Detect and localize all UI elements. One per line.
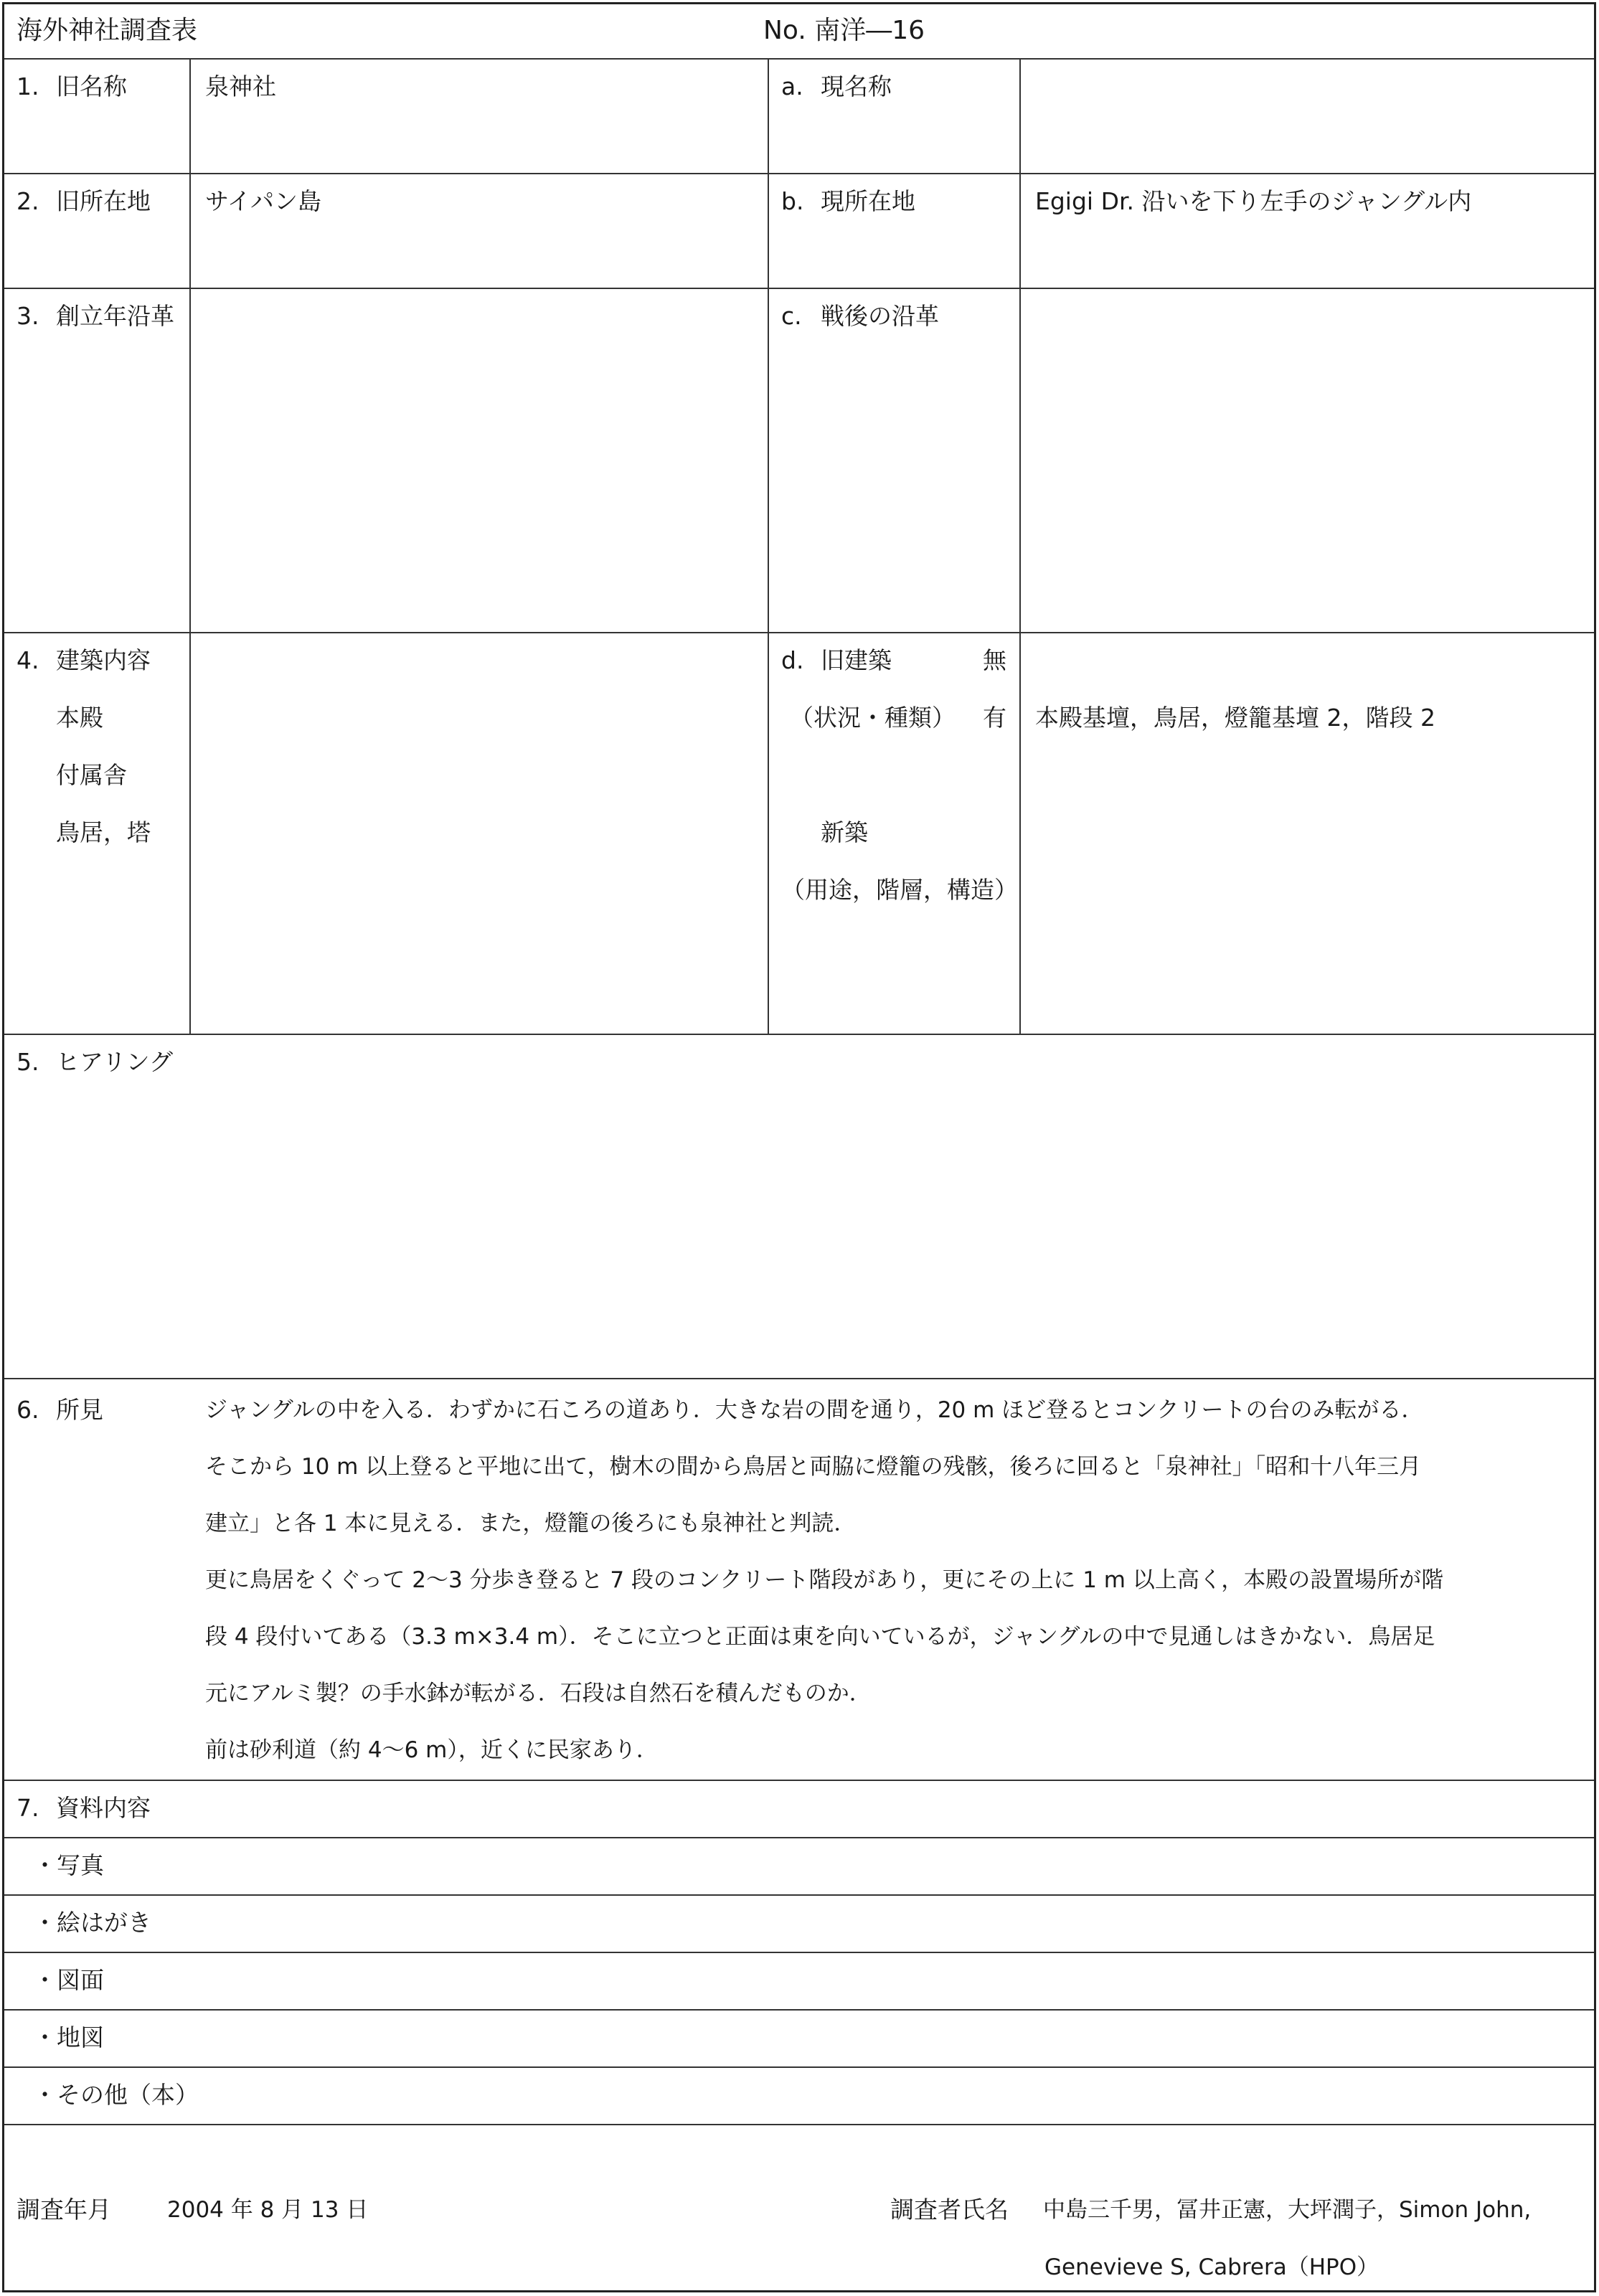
materials-photos: ・写真 xyxy=(33,1851,104,1879)
column-divider xyxy=(768,58,769,1034)
architecture-sub-torii: 鳥居，塔 xyxy=(56,818,151,846)
observation-line: そこから 10 m 以上登ると平地に出て，樹木の間から鳥居と両脇に燈籠の残骸，後ろに回ると「泉神社」「昭和十八年三月 xyxy=(205,1454,1422,1480)
postwar-history-label: c. 戦後の沿革 xyxy=(781,302,939,330)
architecture-sub-annex: 付属舎 xyxy=(56,761,127,789)
divider xyxy=(4,1894,1594,1896)
materials-other: ・その他（本） xyxy=(33,2081,199,2109)
architecture-label: 4. 建築内容 xyxy=(16,646,151,674)
divider xyxy=(4,1952,1594,1953)
divider xyxy=(4,2124,1594,2125)
materials-maps: ・地図 xyxy=(33,2023,104,2051)
divider xyxy=(4,2009,1594,2011)
materials-drawings: ・図面 xyxy=(33,1966,104,1994)
observation-line: 段 4 段付いてある（3.3 m×3.4 m）．そこに立つと正面は東を向いているが，ジャングルの中で見通しはきかない．鳥居足 xyxy=(205,1624,1435,1650)
divider xyxy=(4,58,1594,60)
divider xyxy=(4,632,1594,633)
old-building-value: 本殿基壇，鳥居，燈籠基壇 2，階段 2 xyxy=(1035,704,1435,732)
current-location-value: Egigi Dr. 沿いを下り左手のジャングル内 xyxy=(1035,187,1472,215)
old-building-none: 無 xyxy=(983,646,1006,674)
founding-history-label: 3. 創立年沿革 xyxy=(16,302,174,330)
observations-text xyxy=(205,1382,1590,1779)
form-title: 海外神社調査表 xyxy=(16,16,198,45)
architecture-sub-main-hall: 本殿 xyxy=(56,704,103,732)
divider xyxy=(4,1378,1594,1379)
observation-line: 更に鳥居をくぐって 2～3 分歩き登ると 7 段のコンクリート階段があり，更にその上に 1 m 以上高く，本殿の設置場所が階 xyxy=(205,1567,1444,1593)
investigator-names-line2: Genevieve S, Cabrera（HPO） xyxy=(1044,2254,1379,2280)
old-location-value: サイパン島 xyxy=(205,187,322,215)
survey-date-value: 2004 年 8 月 13 日 xyxy=(167,2197,369,2223)
divider xyxy=(4,1780,1594,1781)
new-building-usage: （用途，階層，構造） xyxy=(781,876,1018,904)
divider xyxy=(4,1837,1594,1838)
materials-label: 7. 資料内容 xyxy=(16,1794,151,1822)
current-location-label: b. 現所在地 xyxy=(781,187,915,215)
materials-postcards: ・絵はがき xyxy=(33,1909,151,1937)
investigator-label: 調査者氏名 xyxy=(890,2196,1009,2224)
survey-form xyxy=(2,2,1596,2292)
divider xyxy=(4,288,1594,289)
old-building-status: （状況・種類） xyxy=(790,704,956,732)
observation-line: 元にアルミ製？の手水鉢が転がる．石段は自然石を積んだものか． xyxy=(205,1681,872,1706)
current-name-label: a. 現名称 xyxy=(781,72,892,100)
observation-line: 建立」と各 1 本に見える．また，燈籠の後ろにも泉神社と判読． xyxy=(205,1511,857,1536)
column-divider xyxy=(189,58,191,1034)
old-name-label: 1. 旧名称 xyxy=(16,72,127,100)
old-building-label: d. 旧建築 xyxy=(781,646,892,674)
observation-line: 前は砂利道（約 4～6 m），近くに民家あり． xyxy=(205,1737,659,1763)
old-location-label: 2. 旧所在地 xyxy=(16,187,151,215)
survey-date-label: 調査年月 xyxy=(16,2196,111,2224)
observations-label: 6. 所見 xyxy=(16,1396,103,1424)
divider xyxy=(4,1034,1594,1035)
divider xyxy=(4,173,1594,174)
old-name-value: 泉神社 xyxy=(205,72,276,100)
observation-line: ジャングルの中を入る．わずかに石ころの道あり．大きな岩の間を通り，20 m ほど登るとコンクリートの台のみ転がる． xyxy=(205,1397,1424,1423)
old-building-yes: 有 xyxy=(983,704,1006,732)
column-divider xyxy=(1019,58,1021,1034)
investigator-names-line1: 中島三千男，冨井正憲，大坪潤子，Simon John, xyxy=(1043,2197,1532,2223)
new-building-label: 新築 xyxy=(821,818,868,846)
divider xyxy=(4,2066,1594,2068)
document-number: No. 南洋―16 xyxy=(763,16,925,45)
hearing-label: 5. ヒアリング xyxy=(16,1048,174,1076)
